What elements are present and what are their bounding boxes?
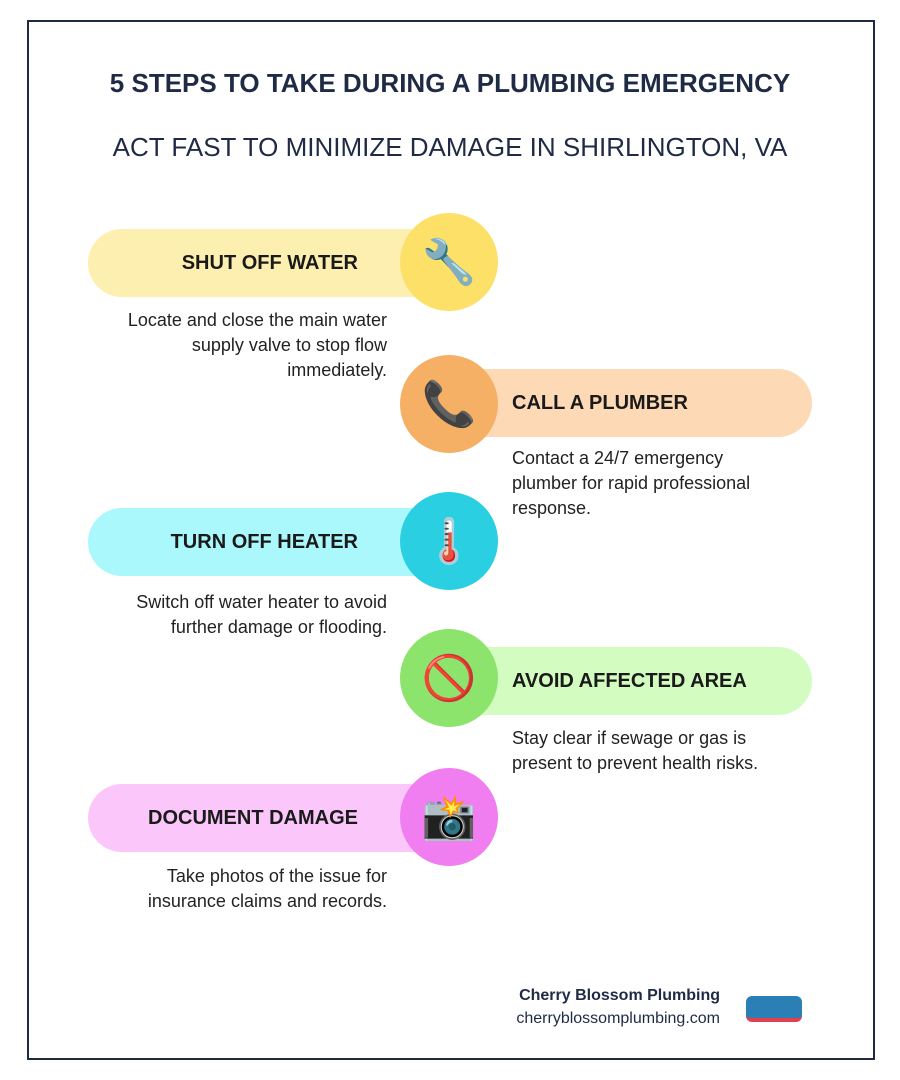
wrench-icon: 🔧 (400, 213, 498, 311)
page-title: 5 STEPS TO TAKE DURING A PLUMBING EMERGENCY (109, 68, 791, 98)
phone-icon: 📞 (400, 355, 498, 453)
thermometer-icon: 🌡️ (400, 492, 498, 590)
step-1-desc: Locate and close the main water supply valve to stop flow immediately. (127, 310, 387, 380)
camera-flash-icon: 📸 (400, 768, 498, 866)
page-subtitle: ACT FAST TO MINIMIZE DAMAGE IN SHIRLINGTON, VA (112, 132, 788, 162)
step-4-label: AVOID AFFECTED AREA (512, 669, 747, 692)
step-3-desc: Switch off water heater to avoid further damage or flooding. (136, 592, 387, 637)
company-url[interactable]: cherryblossomplumbing.com (516, 1010, 720, 1027)
step-2-desc: Contact a 24/7 emergency plumber for rapid professional response. (512, 448, 751, 518)
prohibited-icon: 🚫 (400, 629, 498, 727)
step-3-label: TURN OFF HEATER (170, 530, 358, 553)
step-2-label: CALL A PLUMBER (512, 391, 688, 414)
footer-brand (516, 987, 720, 1028)
step-1-label: SHUT OFF WATER (181, 251, 358, 274)
step-5-label: DOCUMENT DAMAGE (148, 806, 358, 829)
step-4-desc: Stay clear if sewage or gas is present to prevent health risks. (512, 728, 759, 773)
step-5-desc: Take photos of the issue for insurance claims and records. (147, 866, 387, 911)
company-name: Cherry Blossom Plumbing (519, 987, 720, 1004)
company-logo (746, 996, 802, 1022)
